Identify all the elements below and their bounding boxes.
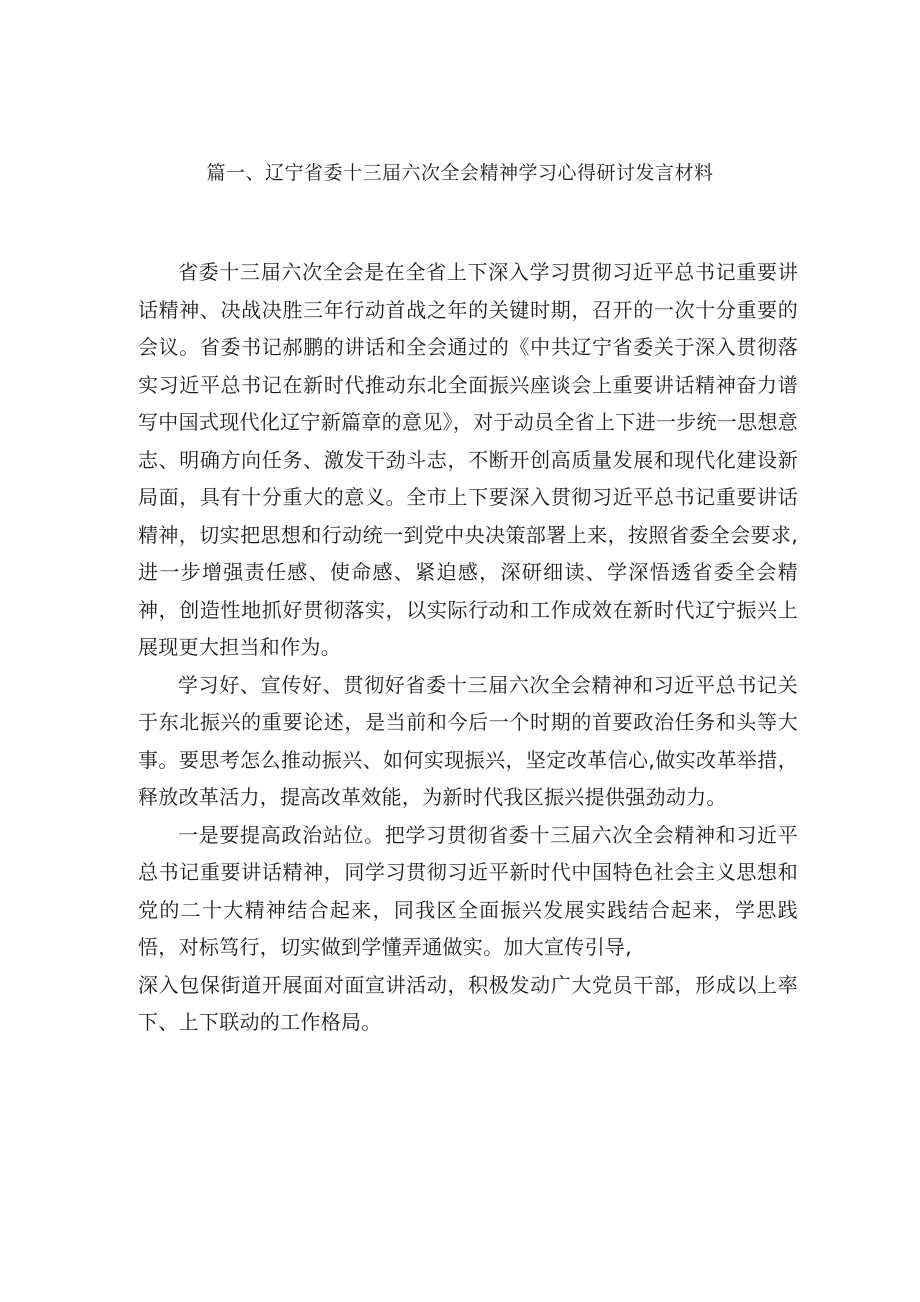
- document-title: 篇一、辽宁省委十三届六次全会精神学习心得研讨发言材料: [206, 162, 714, 184]
- paragraph-3: 一是要提高政治站位。把学习贯彻省委十三届六次全会精神和习近平总书记重要讲话精神，同学习贯彻习近平新时代中国特色社会主义思想和党的二十大精神结合起来，同我区全面振兴发展实践结合起来，学思践悟，对标笃行，切实做到学懂弄通做实。加大宣传引导,: [138, 822, 798, 959]
- paragraph-3-continuation: 深入包保街道开展面对面宣讲活动，积极发动广大党员干部，形成以上率下、上下联动的工作格局。: [138, 972, 798, 1034]
- paragraph-2: 学习好、宣传好、贯彻好省委十三届六次全会精神和习近平总书记关于东北振兴的重要论述，是当前和今后一个时期的首要政治任务和头等大事。要思考怎么推动振兴、如何实现振兴，坚定改革信心,做实改革举措，释放改革活力，提高改革效能，为新时代我区振兴提供强劲动力。: [138, 672, 798, 809]
- paragraph-1: 省委十三届六次全会是在全省上下深入学习贯彻习近平总书记重要讲话精神、决战决胜三年行动首战之年的关键时期，召开的一次十分重要的会议。省委书记郝鹏的讲话和全会通过的《中共辽宁省委关于深入贯彻落实习近平总书记在新时代推动东北全面振兴座谈会上重要讲话精神奋力谱写中国式现代化辽宁新篇章的意见》，对于动员全省上下进一步统一思想意志、明确方向任务、激发干劲斗志，不断开创高质量发展和现代化建设新局面，具有十分重大的意义。全市上下要深入贯彻习近平总书记重要讲话精神，切实把思想和行动统一到党中央决策部署上来，按照省委全会要求,进一步增强责任感、使命感、紧迫感，深研细读、学深悟透省委全会精神，创造性地抓好贯彻落实，以实际行动和工作成效在新时代辽宁振兴上展现更大担当和作为。: [138, 260, 798, 659]
- document-body: [138, 254, 798, 1042]
